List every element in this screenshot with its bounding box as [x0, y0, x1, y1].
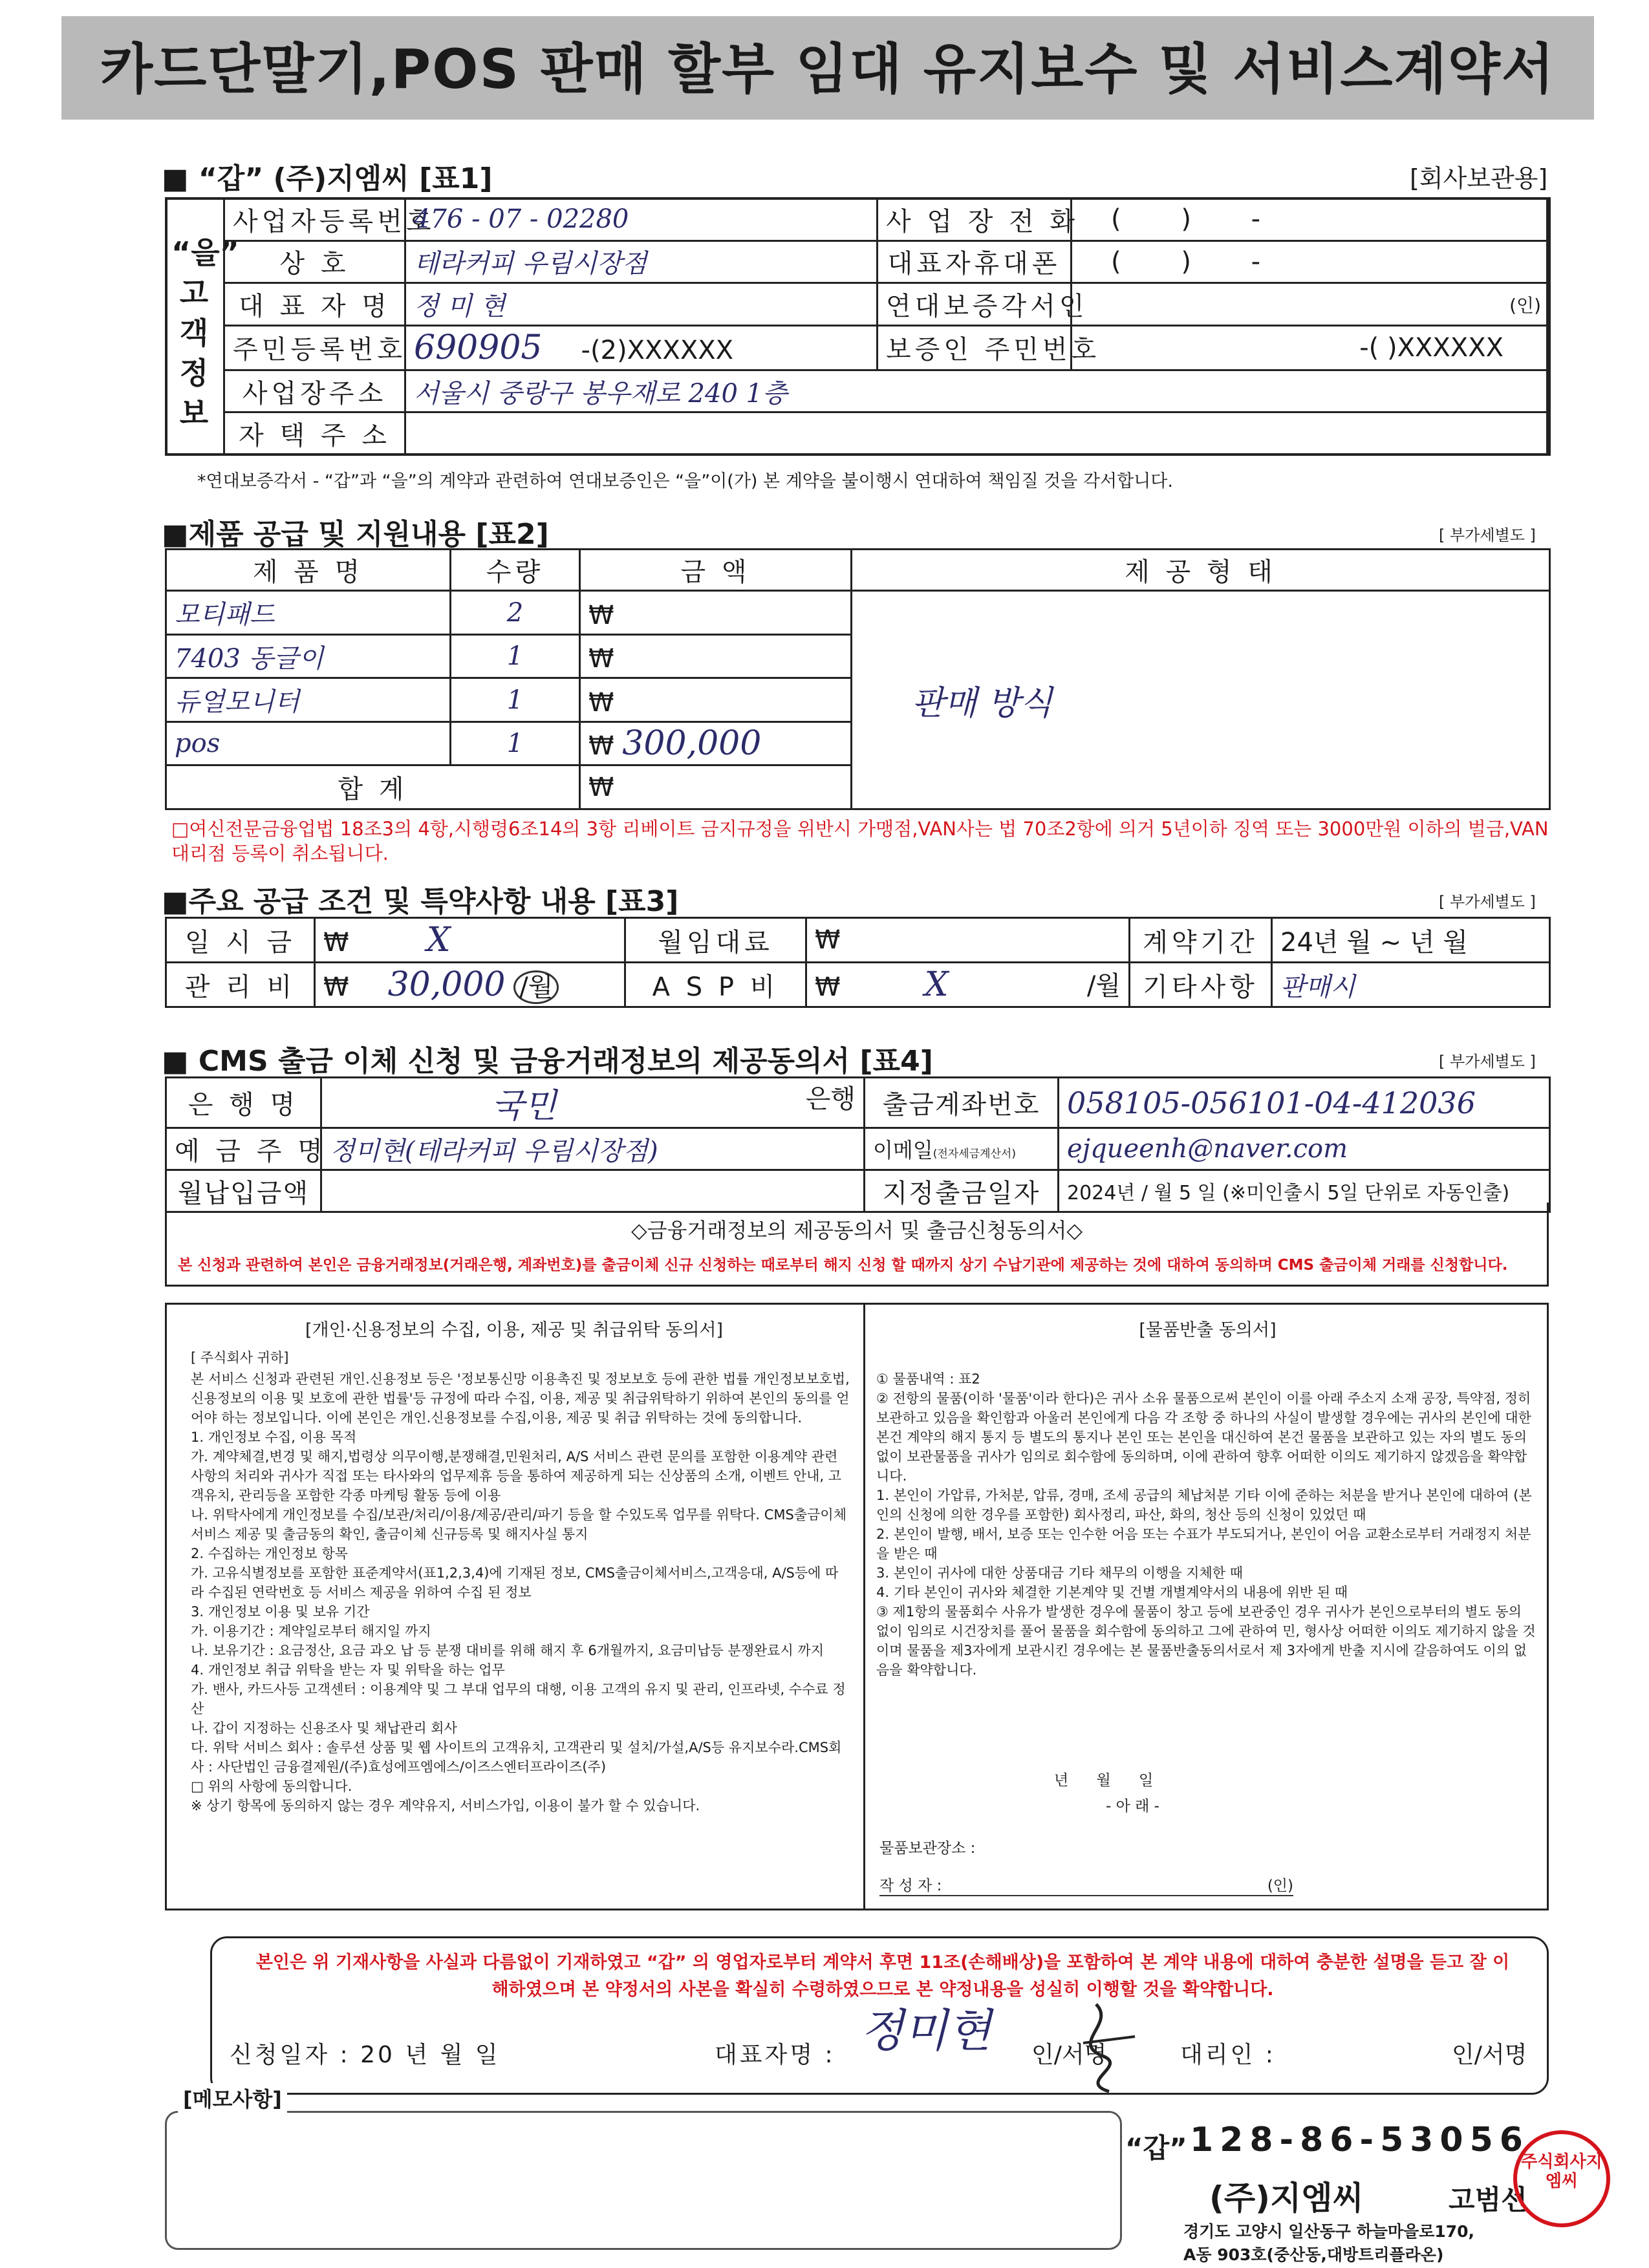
bank-label: 은 행 명 — [166, 1078, 321, 1128]
business-no-value[interactable]: 476 - 07 - 02280 — [405, 198, 878, 241]
home-address-label: 자 택 주 소 — [224, 412, 405, 455]
goods-date-line: 년 월 일 — [1054, 1772, 1165, 1789]
withdraw-date-value[interactable]: 2024년 / 월 5 일 (※미인출시 5일 단위로 자동인출) — [1059, 1170, 1550, 1212]
etc-label: 기타사항 — [1130, 963, 1272, 1007]
management-fee-value: 30,000 — [387, 965, 506, 1004]
holder-value[interactable]: 정미현(테라커피 우림시장점) — [321, 1128, 865, 1170]
currency-symbol: ₩ — [588, 600, 614, 630]
footer-company: (주)지엠씨 — [1209, 2179, 1364, 2217]
product-row-3-name[interactable]: pos — [166, 722, 451, 765]
home-address-value[interactable] — [405, 412, 1550, 455]
products-table — [165, 548, 1551, 810]
memo-label: [메모사항] — [178, 2083, 287, 2113]
handwritten-signature — [1057, 1998, 1148, 2095]
email-sub-label: (전자세금계산서) — [932, 1148, 1016, 1161]
email-value[interactable]: ejqueenh@naver.com — [1059, 1128, 1550, 1170]
product-type-header: 제 공 형 태 — [852, 550, 1550, 591]
total-label: 합 계 — [166, 765, 580, 809]
cms-vat-note: [ 부가세별도 ] — [1439, 1053, 1536, 1071]
trade-name-label: 상 호 — [224, 241, 405, 283]
product-row-3-qty[interactable]: 1 — [451, 722, 580, 765]
rep-seal-label: 인/서명 — [1031, 2042, 1107, 2068]
product-row-0-qty[interactable]: 2 — [451, 591, 580, 635]
cms-table — [165, 1076, 1551, 1213]
mobile-value[interactable]: ( ) - — [1072, 241, 1550, 283]
customer-info-table — [223, 197, 1551, 456]
product-row-3-amount[interactable] — [580, 722, 852, 765]
shop-phone-label: 사 업 장 전 화 — [878, 198, 1072, 241]
lump-sum-label: 일 시 금 — [166, 918, 315, 963]
currency-symbol: ₩ — [588, 687, 614, 718]
rep-signature[interactable]: 정미현 — [860, 2004, 991, 2057]
address-label: 사업장주소 — [224, 370, 405, 412]
product-row-2-qty[interactable]: 1 — [451, 678, 580, 722]
resident-no-suffix: -(2)XXXXXX — [581, 335, 734, 365]
trade-name-value[interactable]: 테라커피 우림시장점 — [405, 241, 878, 283]
monthly-amount-label: 월납입금액 — [166, 1170, 321, 1212]
supply-type-value: 판매 방식 — [912, 684, 1053, 723]
withdraw-date-label: 지정출금일자 — [865, 1170, 1059, 1212]
email-label-cell — [865, 1128, 1059, 1170]
contract-period-label: 계약기간 — [1130, 918, 1272, 963]
guarantor-id-label: 보증인 주민번호 — [878, 325, 1072, 370]
agent-label: 대리인 : — [1180, 2042, 1276, 2068]
terms-vat-note: [ 부가세별도 ] — [1439, 893, 1536, 911]
customer-side-label: “을” 고 객 정 보 — [171, 235, 239, 431]
amount-value: 300,000 — [622, 724, 762, 764]
confirmation-text: 본인은 위 기재사항을 사실과 다름없이 기재하였고 “갑” 의 영업자로부터 계약서 후면 11조(손해배상)을 포함하여 본 계약 내용에 대하여 충분한 설명을 듣고 잘 이해하였으며 본 약정서의 사본을 확실히 수령하였으므로 본 약정내용을 성실히 이행할 것을 확약합니다. — [255, 1952, 1510, 2000]
supply-type-cell[interactable] — [852, 591, 1550, 809]
footer-address-1: 경기도 고양시 일산동구 하늘마을로170, — [1183, 2222, 1475, 2241]
asp-fee-cell[interactable] — [806, 963, 1130, 1007]
resident-no-value: 690905 — [414, 328, 543, 367]
resident-no-label: 주민등록번호 — [224, 325, 405, 370]
bank-cell[interactable] — [321, 1078, 865, 1128]
holder-label: 예 금 주 명 — [166, 1128, 321, 1170]
agent-seal-label: 인/서명 — [1452, 2042, 1527, 2068]
currency-symbol: ₩ — [323, 928, 349, 957]
goods-body: ① 물품내역 : 표2 ② 전항의 물품(이하 '물품'이라 한다)은 귀사 소유 물품으로써 본인이 이를 아래 주소지 소재 공장, 특약점, 정히 보관하고 있음을 확인함과 아울러 본인에게 다음 각 조항 중 하나의 사실이 발생할 경우에는 귀사의 본인에 대한 본건 계약의 해지 통지 등 별도의 통지나 본인 또는 본인을 대신하여 본건 물품을 보관하고 있는 자의 별도 동의 없이 보관물품을 귀사가 임의로 회수함에 동의하며, 이에 관하여 향후 어떠한 이의도 제기하지 않겠음을 확약합니다. 1. 본인이 가압류, 가처분, 압류, 경매, 조세 공급의 체납처분 기타 이에 준하는 처분을 받거나 본인에 대하여 (본인의 신청에 의한 경우를 포함한) 회사정리, 파산, 화의, 청산 등의 신청이 있었던 때 2. 본인이 발행, 배서, 보증 또는 인수한 어음 또는 수표가 부도되거나, 본인이 어음 교환소로부터 거래정지 처분을 받은 때 3. 본인이 귀사에 대한 상품대금 기타 채무의 이행을 지체한 때 4. 기타 본인이 귀사와 체결한 기본계약 및 건별 개별계약서의 내용에 위반 된 때 ③ 제1항의 물품회수 사유가 발생한 경우에 물품이 창고 등에 보관중인 경우 귀사가 본인으로부터의 별도 동의 없이 임의로 시건장치를 풀어 물품을 회수함에 동의하고 그에 관하여 민, 형사상 어떠한 이의도 제기하지 않을 것이며 물품을 제3자에게 보관시킨 경우에는 본 물품반출동의서로서 제 3자에게 반출 지시에 갈음하여도 이의 없음을 확약합니다. — [876, 1371, 1536, 1678]
terms-table — [165, 917, 1551, 1008]
privacy-to: [ 주식회사 귀하] — [191, 1350, 289, 1365]
shop-phone-value[interactable]: ( ) - — [1072, 198, 1550, 241]
bank-value: 국민 — [491, 1087, 557, 1126]
product-name-header: 제 품 명 — [166, 550, 451, 591]
lump-sum-value: X — [426, 921, 451, 959]
product-row-1-amount[interactable] — [580, 634, 852, 678]
privacy-title: [개인·신용정보의 수집, 이용, 제공 및 취급위탁 동의서] — [305, 1320, 724, 1340]
business-no-label: 사업자등록번호 — [224, 198, 405, 241]
asp-fee-unit: /월 — [1086, 971, 1121, 1001]
goods-author-label: 작 성 자 : — [879, 1878, 942, 1894]
product-row-1-name[interactable]: 7403 동글이 — [166, 634, 451, 678]
asp-fee-label: A S P 비 — [625, 963, 806, 1007]
goods-title: [물품반출 동의서] — [1139, 1320, 1277, 1340]
company-copy-label: [회사보관용] — [1410, 164, 1548, 193]
goods-seal: (인) — [1267, 1878, 1293, 1894]
guarantor-label: 연대보증각서인 — [878, 283, 1072, 326]
product-row-2-name[interactable]: 듀얼모니터 — [166, 678, 451, 722]
footer-ceo: 고범선 — [1449, 2184, 1527, 2216]
product-qty-header: 수량 — [451, 550, 580, 591]
management-fee-label: 관 리 비 — [166, 963, 315, 1007]
stamp-text: 주식회사지엠씨 — [1521, 2152, 1602, 2191]
goods-author[interactable] — [879, 1874, 1293, 1896]
guarantor-seal[interactable]: (인) — [1072, 283, 1550, 326]
lump-sum-cell[interactable] — [315, 918, 625, 963]
mobile-label: 대표자휴대폰 — [878, 241, 1072, 283]
privacy-body: 본 서비스 신청과 관련된 개인.신용정보 등은 '정보통신망 이용촉진 및 정보보호 등에 관한 법률 개인정보보호법,신용정보의 이용 및 보호에 관한 법률'등 규정에 따라 수집, 이용, 제공 및 취급위탁하기 위하여 본인의 동의를 얻어야 하는 정보입니다. 이에 본인은 개인.신용정보를 수집,이용, 제공 및 취급 위탁하는 것에 동의합니다. 1. 개인정보 수집, 이용 목적 가. 계약체결,변경 및 해지,법령상 의무이행,분쟁해결,민원처리, A/S 서비스 관련 문의를 포함한 이용계약 관련 사항의 처리와 귀사가 직접 또는 타사와의 업무제휴 등을 통하여 제공하게 되는 신상품의 소개, 이벤트 안내, 고객유치, 관리등을 포함한 각종 마케팅 활동 등에 이용 나. 위탁사에게 개인정보를 수집/보관/처리/이용/제공/관리/파기 등을 할 수있도록 업무를 위탁다. CMS출금이체 서비스 제공 및 출금동의 확인, 출금이체 신규등록 및 해지사실 통지 2. 수집하는 개인정보 항목 가. 고유식별정보를 포함한 표준계약서(표1,2,3,4)에 기재된 정보, CMS출금이체서비스,고객응대, A/S등에 따라 수집된 연락번호 등 서비스 제공을 위하여 수집 된 정보 3. 개인정보 이용 및 보유 기간 가. 이용기간 : 계약일로부터 해지일 까지 나. 보유기간 : 요금정산, 요금 과오 납 등 분쟁 대비를 위해 해지 후 6개월까지, 요금미납등 분쟁완료시 까지 4. 개인정보 취급 위탁을 받는 자 및 위탁을 하는 업무 가. 밴사, 카드사등 고객센터 : 이용계약 및 그 부대 업무의 대행, 이용 고객의 유지 및 관리, 인프라넷, 수수료 정산 나. 갑이 지정하는 신용조사 및 채납관리 회사 다. 위탁 서비스 회사 : 솔루션 상품 및 웹 사이트의 고객유치, 고객관리 및 설치/가설,A/S등 유지보수라.CMS회사 : 사단법인 금융결제원/(주)효성에프엠에스/이즈스엔터프라이즈(주) □ 위의 사항에 동의합니다. ※ 상기 항목에 동의하지 않는 경우 계약유지, 서비스가입, 이용이 불가 할 수 있습니다. — [191, 1371, 850, 1813]
currency-symbol: ₩ — [815, 925, 841, 955]
account-value[interactable]: 058105-056101-04-412036 — [1059, 1078, 1550, 1128]
rep-name-value[interactable]: 정 미 현 — [405, 283, 878, 326]
management-fee-unit: /월 — [513, 970, 559, 1004]
guarantor-note: *연대보증각서 - “갑”과 “을”의 계약과 관련하여 연대보증인은 “을”이(가) 본 계약을 불이행시 연대하여 책임질 것을 각서합니다. — [197, 471, 1173, 491]
guarantor-id-value[interactable]: -( )XXXXXX — [1072, 325, 1550, 370]
total-amount[interactable]: ₩ — [580, 765, 852, 809]
footer-party-a: “갑” — [1125, 2132, 1187, 2164]
product-row-2-amount[interactable] — [580, 678, 852, 722]
goods-below: - 아 래 - — [1106, 1798, 1159, 1815]
footer-business-no: 128-86-53056 — [1190, 2121, 1529, 2159]
management-fee-cell[interactable] — [315, 963, 625, 1007]
rep-sign-label: 대표자명 : — [715, 2042, 835, 2068]
footer-address-2: A동 903호(중산동,대방트리플라온) — [1183, 2245, 1444, 2264]
terms-header: ■주요 공급 조건 및 특약사항 내용 [표3] — [162, 885, 679, 918]
company-seal-stamp — [1513, 2130, 1610, 2227]
page-title: 카드단말기,POS 판매 할부 임대 유지보수 및 서비스계약서 — [100, 37, 1556, 101]
apply-date[interactable]: 신청일자 : 20 년 월 일 — [230, 2042, 501, 2068]
consent-text: 본 신청과 관련하여 본인은 금융거래정보(거래은행, 계좌번호)를 출금이체 신규 신청하는 때로부터 해지 신청 할 때까지 상기 수납기관에 제공하는 것에 대하여 동의하며 CMS 출금이체 거래를 신청합니다. — [178, 1257, 1508, 1274]
product-row-0-amount[interactable] — [580, 591, 852, 635]
contract-period-value[interactable]: 24년 월 ~ 년 월 — [1272, 918, 1550, 963]
monthly-rent-cell[interactable] — [806, 918, 1130, 963]
memo-box[interactable] — [165, 2111, 1122, 2250]
party-a-header: ■ “갑” (주)지엠씨 [표1] — [162, 162, 493, 195]
products-header: ■제품 공급 및 지원내용 [표2] — [162, 518, 549, 551]
resident-no-cell[interactable] — [405, 325, 878, 370]
account-label: 출금계좌번호 — [865, 1078, 1059, 1128]
law-note: □여신전문금융업법 18조3의 4항,시행령6조14의 3항 리베이트 금지규정을 위반시 가맹점,VAN사는 법 70조2항에 의거 5년이하 징역 또는 3000만원 이하의 벌금,VAN대리점 등록이 취소됩니다. — [171, 818, 1549, 864]
currency-symbol: ₩ — [323, 972, 349, 1002]
goods-location-label: 물품보관장소 : — [879, 1840, 976, 1857]
etc-value[interactable]: 판매시 — [1272, 963, 1550, 1007]
consent-title: ◇금융거래정보의 제공동의서 및 출금신청동의서◇ — [631, 1218, 1083, 1243]
consents-divider — [863, 1303, 865, 1910]
rep-name-label: 대 표 자 명 — [224, 283, 405, 326]
product-amount-header: 금 액 — [580, 550, 852, 591]
monthly-rent-label: 월임대료 — [625, 918, 806, 963]
bank-suffix: 은행 — [805, 1084, 856, 1114]
product-row-0-name[interactable]: 모티패드 — [166, 591, 451, 635]
currency-symbol: ₩ — [588, 731, 614, 762]
email-label: 이메일 — [873, 1138, 933, 1162]
products-vat-note: [ 부가세별도 ] — [1439, 526, 1536, 544]
currency-symbol: ₩ — [588, 644, 614, 674]
currency-symbol: ₩ — [815, 972, 841, 1002]
address-value[interactable]: 서울시 중랑구 봉우재로 240 1층 — [405, 370, 1550, 412]
cms-header: ■ CMS 출금 이체 신청 및 금융거래정보의 제공동의서 [표4] — [162, 1045, 933, 1078]
asp-fee-value: X — [924, 965, 949, 1004]
product-row-1-qty[interactable]: 1 — [451, 634, 580, 678]
